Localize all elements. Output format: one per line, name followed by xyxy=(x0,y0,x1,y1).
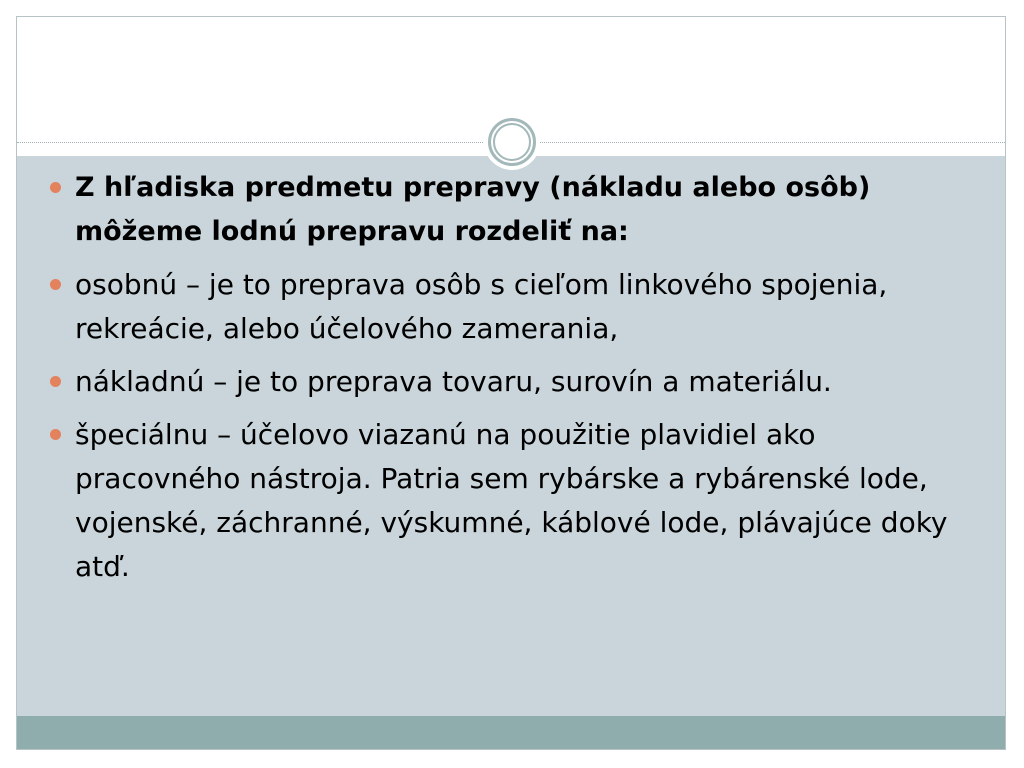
bullet-item xyxy=(58,413,958,589)
ring-ornament-inner xyxy=(493,123,531,161)
bullet-item xyxy=(58,166,958,254)
bullet-text: osobnú – je to preprava osôb s cieľom linkového spojenia, rekreácie, alebo účelového zamerania, xyxy=(75,268,888,345)
bullet-text: nákladnú – je to preprava tovaru, surovín a materiálu. xyxy=(75,365,832,398)
bullet-dot-icon xyxy=(50,376,61,387)
bullet-dot-icon xyxy=(50,279,61,290)
footer-band xyxy=(17,716,1005,750)
bullet-dot-icon xyxy=(50,429,61,440)
bullet-item xyxy=(58,263,958,351)
bullet-list xyxy=(58,166,958,598)
bullet-dot-icon xyxy=(50,182,61,193)
bullet-text: špeciálnu – účelovo viazanú na použitie plavidiel ako pracovného nástroja. Patria sem rybárske a rybárenské lode, vojenské, záchranné, výskumné, káblové lode, plávajúce doky atď. xyxy=(75,418,948,583)
bullet-item xyxy=(58,360,958,404)
bullet-text: Z hľadiska predmetu prepravy (nákladu alebo osôb) môžeme lodnú prepravu rozdeliť na: xyxy=(75,172,871,247)
